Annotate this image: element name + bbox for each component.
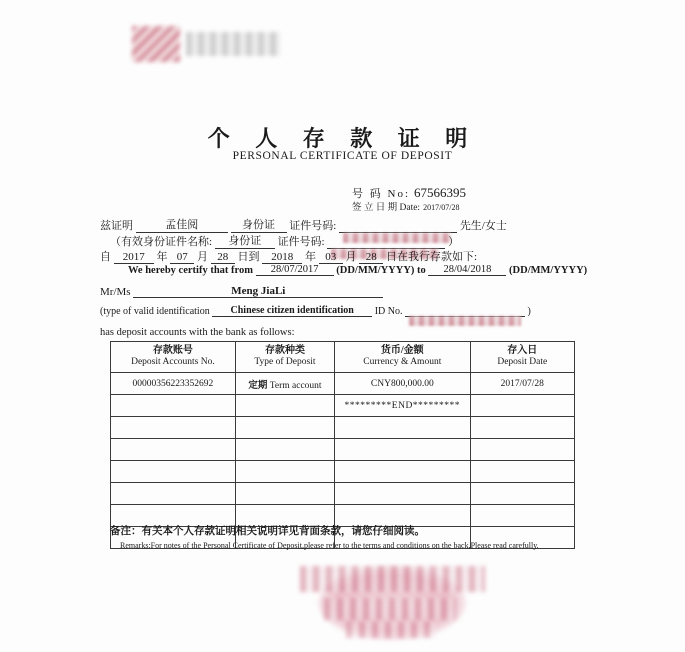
period-line-cn bbox=[100, 248, 477, 264]
id-line-no-value bbox=[405, 316, 525, 317]
header-deposit-date bbox=[470, 342, 574, 373]
header-currency-amount-cn: 货币/金额 bbox=[380, 344, 424, 356]
certify-line-en-prefix: We hereby certify that from bbox=[128, 265, 253, 276]
bank-logo-redacted bbox=[132, 22, 280, 68]
period-tail: 日在我行存款如下: bbox=[386, 251, 478, 263]
table-header-row bbox=[111, 342, 575, 373]
header-deposit-type bbox=[235, 342, 334, 373]
header-currency-amount-en: Currency & Amount bbox=[363, 357, 442, 368]
header-deposit-date-en: Deposit Date bbox=[497, 357, 548, 368]
cell-type bbox=[235, 439, 334, 461]
header-deposit-date-cn: 存入日 bbox=[507, 344, 538, 356]
table-row bbox=[111, 439, 575, 461]
cell-date bbox=[470, 505, 574, 527]
table-row bbox=[111, 395, 575, 417]
certify-line-en bbox=[128, 264, 587, 276]
document-title-en: PERSONAL CERTIFICATE OF DEPOSIT bbox=[232, 150, 453, 162]
table-row bbox=[111, 483, 575, 505]
remark-en: Remarks:For notes of the Personal Certificate of Deposit,please refer to the terms and conditions on the back,Please read carefully. bbox=[120, 541, 539, 550]
cell-date bbox=[470, 483, 574, 505]
name-line-value: Meng JiaLi bbox=[133, 285, 383, 298]
period-from-year: 2017 bbox=[114, 251, 154, 264]
cell-amount bbox=[335, 417, 471, 439]
header-deposit-account-cn: 存款账号 bbox=[152, 344, 193, 356]
cell-amount bbox=[335, 461, 471, 483]
day-to-char: 日到 bbox=[237, 251, 260, 263]
cell-account: 00000356223352692 bbox=[111, 373, 236, 395]
certify-suffix: 先生/女士 bbox=[459, 220, 507, 232]
name-line-en bbox=[100, 285, 383, 298]
id-line-prefix: (type of valid identification bbox=[100, 306, 210, 317]
cell-date bbox=[470, 417, 574, 439]
table-row bbox=[111, 417, 575, 439]
accounts-intro-en: has deposit accounts with the bank as follows: bbox=[100, 327, 295, 338]
certify-line-cn bbox=[100, 216, 507, 233]
cell-amount: CNY800,000.00 bbox=[335, 373, 471, 395]
id-number-redaction-3 bbox=[409, 316, 521, 326]
deposit-table bbox=[110, 341, 575, 549]
cell-account bbox=[111, 461, 236, 483]
period-to-month: 03 bbox=[319, 251, 343, 264]
cell-type bbox=[235, 483, 334, 505]
period-to-day: 28 bbox=[359, 251, 383, 264]
id-type-line-suffix: ） bbox=[448, 236, 460, 248]
id-type-line-prefix: （有效身份证件名称: bbox=[110, 236, 213, 248]
id-type-line-value: 身份证 bbox=[215, 232, 275, 249]
certificate-number-value: 67566395 bbox=[414, 185, 466, 200]
cell-type-en: Term account bbox=[269, 380, 322, 391]
issue-date-row bbox=[352, 199, 460, 213]
date-format-hint-1: (DD/MM/YYYY) to bbox=[336, 265, 426, 276]
year-char-1: 年 bbox=[156, 251, 168, 263]
table-row bbox=[111, 373, 575, 395]
cell-account bbox=[111, 395, 236, 417]
header-deposit-type-en: Type of Deposit bbox=[254, 357, 316, 368]
name-line-label: Mr/Ms bbox=[100, 286, 131, 298]
header-deposit-type-cn: 存款种类 bbox=[264, 344, 305, 356]
logo-text-redacted bbox=[186, 32, 280, 56]
seal-redaction-2 bbox=[324, 598, 456, 620]
cell-date bbox=[470, 395, 574, 417]
header-deposit-account bbox=[111, 342, 236, 373]
issue-date-label: 签 立 日 期 Date: bbox=[352, 203, 421, 213]
cell-amount bbox=[335, 483, 471, 505]
date-format-hint-2: (DD/MM/YYYY) bbox=[509, 265, 588, 276]
cell-account bbox=[111, 483, 236, 505]
certify-id-type: 身份证 bbox=[231, 216, 287, 233]
remark-cn: 备注：有关本个人存款证明相关说明详见背面条款，请您仔细阅读。 bbox=[110, 526, 425, 537]
certify-from-date-en: 28/07/2017 bbox=[256, 264, 334, 276]
seal-redaction-3 bbox=[346, 622, 436, 638]
cell-account bbox=[111, 439, 236, 461]
header-deposit-account-en: Deposit Accounts No. bbox=[131, 357, 215, 368]
cell-type-cn: 定期 bbox=[248, 380, 268, 391]
year-char-2: 年 bbox=[305, 251, 316, 263]
cell-type bbox=[235, 395, 334, 417]
document-title-cn: 个 人 存 款 证 明 bbox=[207, 126, 478, 151]
period-from-label: 自 bbox=[100, 251, 111, 263]
cell-amount bbox=[335, 439, 471, 461]
id-line-en bbox=[100, 305, 531, 317]
cell-account bbox=[111, 417, 236, 439]
header-currency-amount bbox=[335, 342, 471, 373]
id-no-label-2: 证件号码: bbox=[277, 236, 325, 248]
id-line-value: Chinese citizen identification bbox=[212, 305, 372, 317]
month-char-1: 月 bbox=[197, 251, 208, 263]
period-from-day: 28 bbox=[211, 251, 235, 264]
cell-type bbox=[235, 373, 334, 395]
bank-seal-redacted bbox=[300, 562, 485, 644]
id-line-suffix: ) bbox=[527, 306, 531, 317]
certify-id-no-label: 证件号码: bbox=[289, 220, 337, 232]
cell-amount-end-marker: *********END********* bbox=[335, 395, 471, 417]
cell-date bbox=[470, 461, 574, 483]
id-line-no-label: ID No. bbox=[374, 306, 403, 317]
period-from-month: 07 bbox=[170, 251, 194, 264]
table-row bbox=[111, 461, 575, 483]
certify-prefix: 兹证明 bbox=[100, 220, 133, 232]
seal-redaction-1 bbox=[300, 566, 485, 592]
certify-name-value: 孟佳阅 bbox=[136, 216, 228, 233]
cell-type bbox=[235, 461, 334, 483]
period-to-year: 2018 bbox=[262, 251, 302, 264]
logo-mark-redacted bbox=[132, 26, 180, 62]
cell-date bbox=[470, 439, 574, 461]
certificate-number-label: 号 码 No: bbox=[352, 188, 410, 200]
cell-date: 2017/07/28 bbox=[470, 373, 574, 395]
issue-date-value: 2017/07/28 bbox=[423, 203, 460, 212]
id-type-line-cn bbox=[110, 232, 459, 249]
month-char-2: 月 bbox=[345, 251, 357, 263]
certify-to-date-en: 28/04/2018 bbox=[428, 264, 506, 276]
cell-type bbox=[235, 417, 334, 439]
